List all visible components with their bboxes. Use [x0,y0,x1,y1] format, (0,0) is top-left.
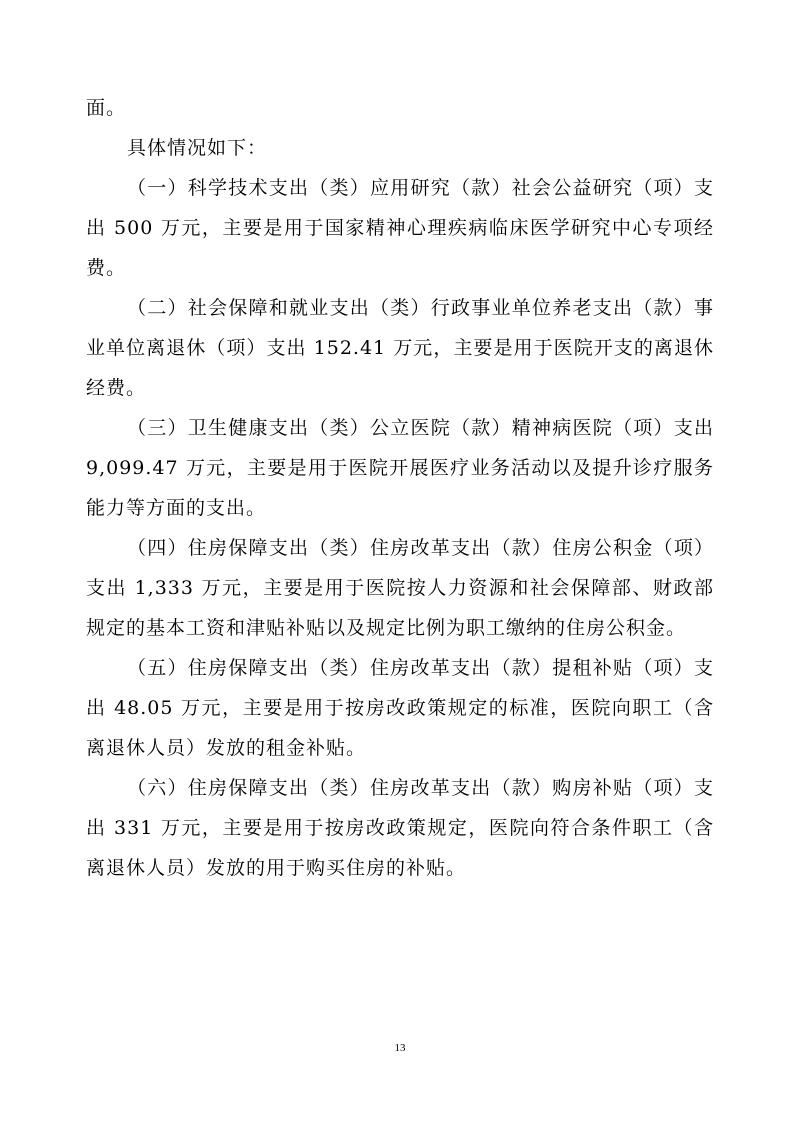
paragraph-continuation: 面。 [86,97,127,119]
paragraph-item-4: （四）住房保障支出（类）住房改革支出（款）住房公积金（项）支出 1,333 万元，主要是用于医院按人力资源和社会保障部、财政部规定的基本工资和津贴补贴以及规定比例为职工缴纳的住房公积金。 [86,537,714,639]
document-body [86,88,714,888]
paragraph-item-5: （五）住房保障支出（类）住房改革支出（款）提租补贴（项）支出 48.05 万元，主要是用于按房改政策规定的标准，医院向职工（含离退休人员）发放的租金补贴。 [86,657,714,759]
paragraph-item-3: （三）卫生健康支出（类）公立医院（款）精神病医院（项）支出 9,099.47 万元，主要是用于医院开展医疗业务活动以及提升诊疗服务能力等方面的支出。 [86,417,714,519]
paragraph-intro: 具体情况如下： [127,137,268,159]
paragraph-item-6: （六）住房保障支出（类）住房改革支出（款）购房补贴（项）支出 331 万元，主要是用于按房改政策规定，医院向符合条件职工（含离退休人员）发放的用于购买住房的补贴。 [86,777,714,879]
page-number: 13 [394,1042,406,1054]
paragraph-item-1: （一）科学技术支出（类）应用研究（款）社会公益研究（项）支出 500 万元，主要是用于国家精神心理疾病临床医学研究中心专项经费。 [86,177,714,279]
paragraph-item-2: （二）社会保障和就业支出（类）行政事业单位养老支出（款）事业单位离退休（项）支出 152.41 万元，主要是用于医院开支的离退休经费。 [86,297,714,399]
